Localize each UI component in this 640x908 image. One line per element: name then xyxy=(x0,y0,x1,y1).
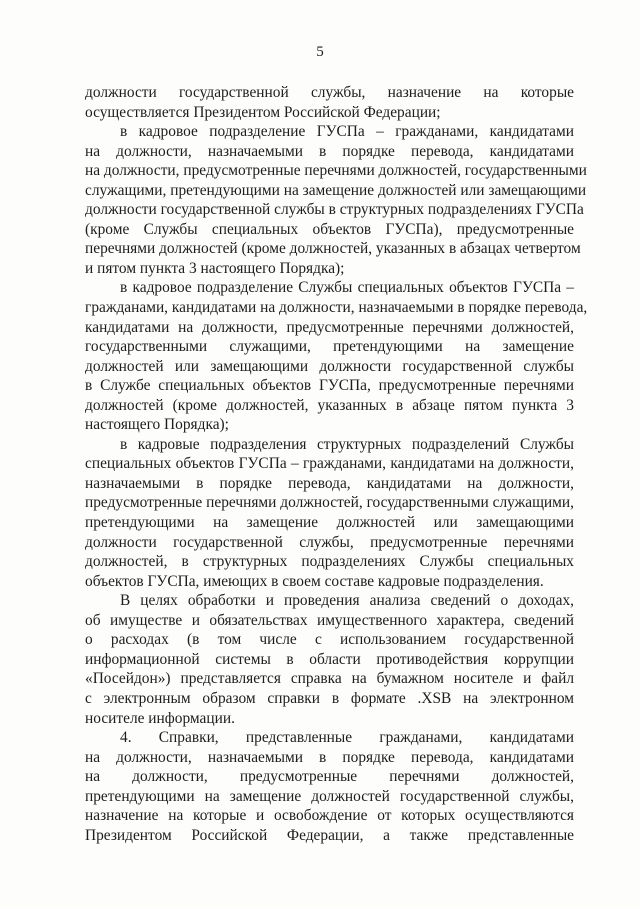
text-line: в кадровое подразделение Службы специальных объектов ГУСПа – xyxy=(120,279,574,297)
text-line: специальных объектов ГУСПа – гражданами, кандидатами на должности, xyxy=(85,455,574,473)
text-line: настоящего Порядка); xyxy=(85,416,229,434)
text-line: назначение на которые и освобождение от которых осуществляются xyxy=(85,807,574,825)
text-line: гражданами, кандидатами на должности, назначаемыми в порядке перевода, xyxy=(85,299,588,317)
paragraph xyxy=(85,728,574,845)
text-line: претендующими на замещение должностей государственной службы, xyxy=(85,787,574,805)
text-line: в кадровые подразделения структурных подразделений Службы xyxy=(120,435,574,453)
text-line: (кроме Службы специальных объектов ГУСПа), предусмотренные xyxy=(85,220,574,238)
paragraph xyxy=(85,435,574,591)
document-body xyxy=(85,83,588,845)
text-line: кандидатами на должности, предусмотренные перечнями должностей, xyxy=(85,318,574,336)
text-line: В целях обработки и проведения анализа сведений о доходах, xyxy=(120,592,574,610)
text-line: должностей (кроме должностей, указанных в абзаце пятом пункта 3 xyxy=(85,396,574,414)
text-line: и пятом пункта 3 настоящего Порядка); xyxy=(85,259,345,277)
text-line: должностей, в структурных подразделениях Службы специальных xyxy=(85,553,574,571)
paragraph xyxy=(85,591,574,728)
text-line: объектов ГУСПа, имеющих в своем составе кадровые подразделения. xyxy=(85,572,544,590)
text-line: носителе информации. xyxy=(85,709,235,727)
page-number: 5 xyxy=(316,44,324,60)
text-line: перечнями должностей (кроме должностей, указанных в абзацах четвертом xyxy=(85,240,581,258)
paragraph xyxy=(85,278,588,434)
text-line: должности государственной службы, предусмотренные перечнями xyxy=(85,533,574,551)
text-line: должности государственной службы в структурных подразделениях ГУСПа xyxy=(85,201,584,219)
text-line: назначаемыми в порядке перевода, кандидатами на должности, xyxy=(85,474,574,492)
text-line: осуществляется Президентом Российской Федерации; xyxy=(85,103,441,121)
text-line: на должности, предусмотренные перечнями должностей, государственными xyxy=(85,162,587,180)
text-line: должности государственной службы, назначение на которые xyxy=(85,84,574,101)
text-line: служащими, претендующими на замещение должностей или замещающими xyxy=(85,181,587,199)
text-line: претендующими на замещение должностей или замещающими xyxy=(85,514,574,532)
text-line: на должности, назначаемыми в порядке перевода, кандидатами xyxy=(85,748,574,766)
text-line: о расходах (в том числе с использованием государственной xyxy=(85,631,574,649)
text-line: государственными служащими, претендующими на замещение xyxy=(85,338,574,356)
text-line: в Службе специальных объектов ГУСПа, предусмотренные перечнями xyxy=(85,377,574,395)
paragraph xyxy=(85,122,587,278)
text-line: на должности, предусмотренные перечнями должностей, xyxy=(85,768,574,786)
text-line: «Посейдон») представляется справка на бумажном носителе и файл xyxy=(85,670,574,688)
text-line: в кадровое подразделение ГУСПа – гражданами, кандидатами xyxy=(120,123,574,141)
text-line: предусмотренные перечнями должностей, государственными служащими, xyxy=(85,494,574,512)
text-line: на должности, назначаемыми в порядке перевода, кандидатами xyxy=(85,142,574,160)
text-line: должностей или замещающими должности государственной службы xyxy=(85,357,574,375)
text-line: с электронным образом справки в формате .XSB на электронном xyxy=(85,689,574,707)
text-line: информационной системы в области противодействия коррупции xyxy=(85,650,574,668)
text-line: 4. Справки, представленные гражданами, кандидатами xyxy=(120,729,574,747)
text-line: об имуществе и обязательствах имущественного характера, сведений xyxy=(85,611,574,629)
paragraph xyxy=(85,83,574,122)
text-line: Президентом Российской Федерации, а также представленные xyxy=(85,826,574,844)
